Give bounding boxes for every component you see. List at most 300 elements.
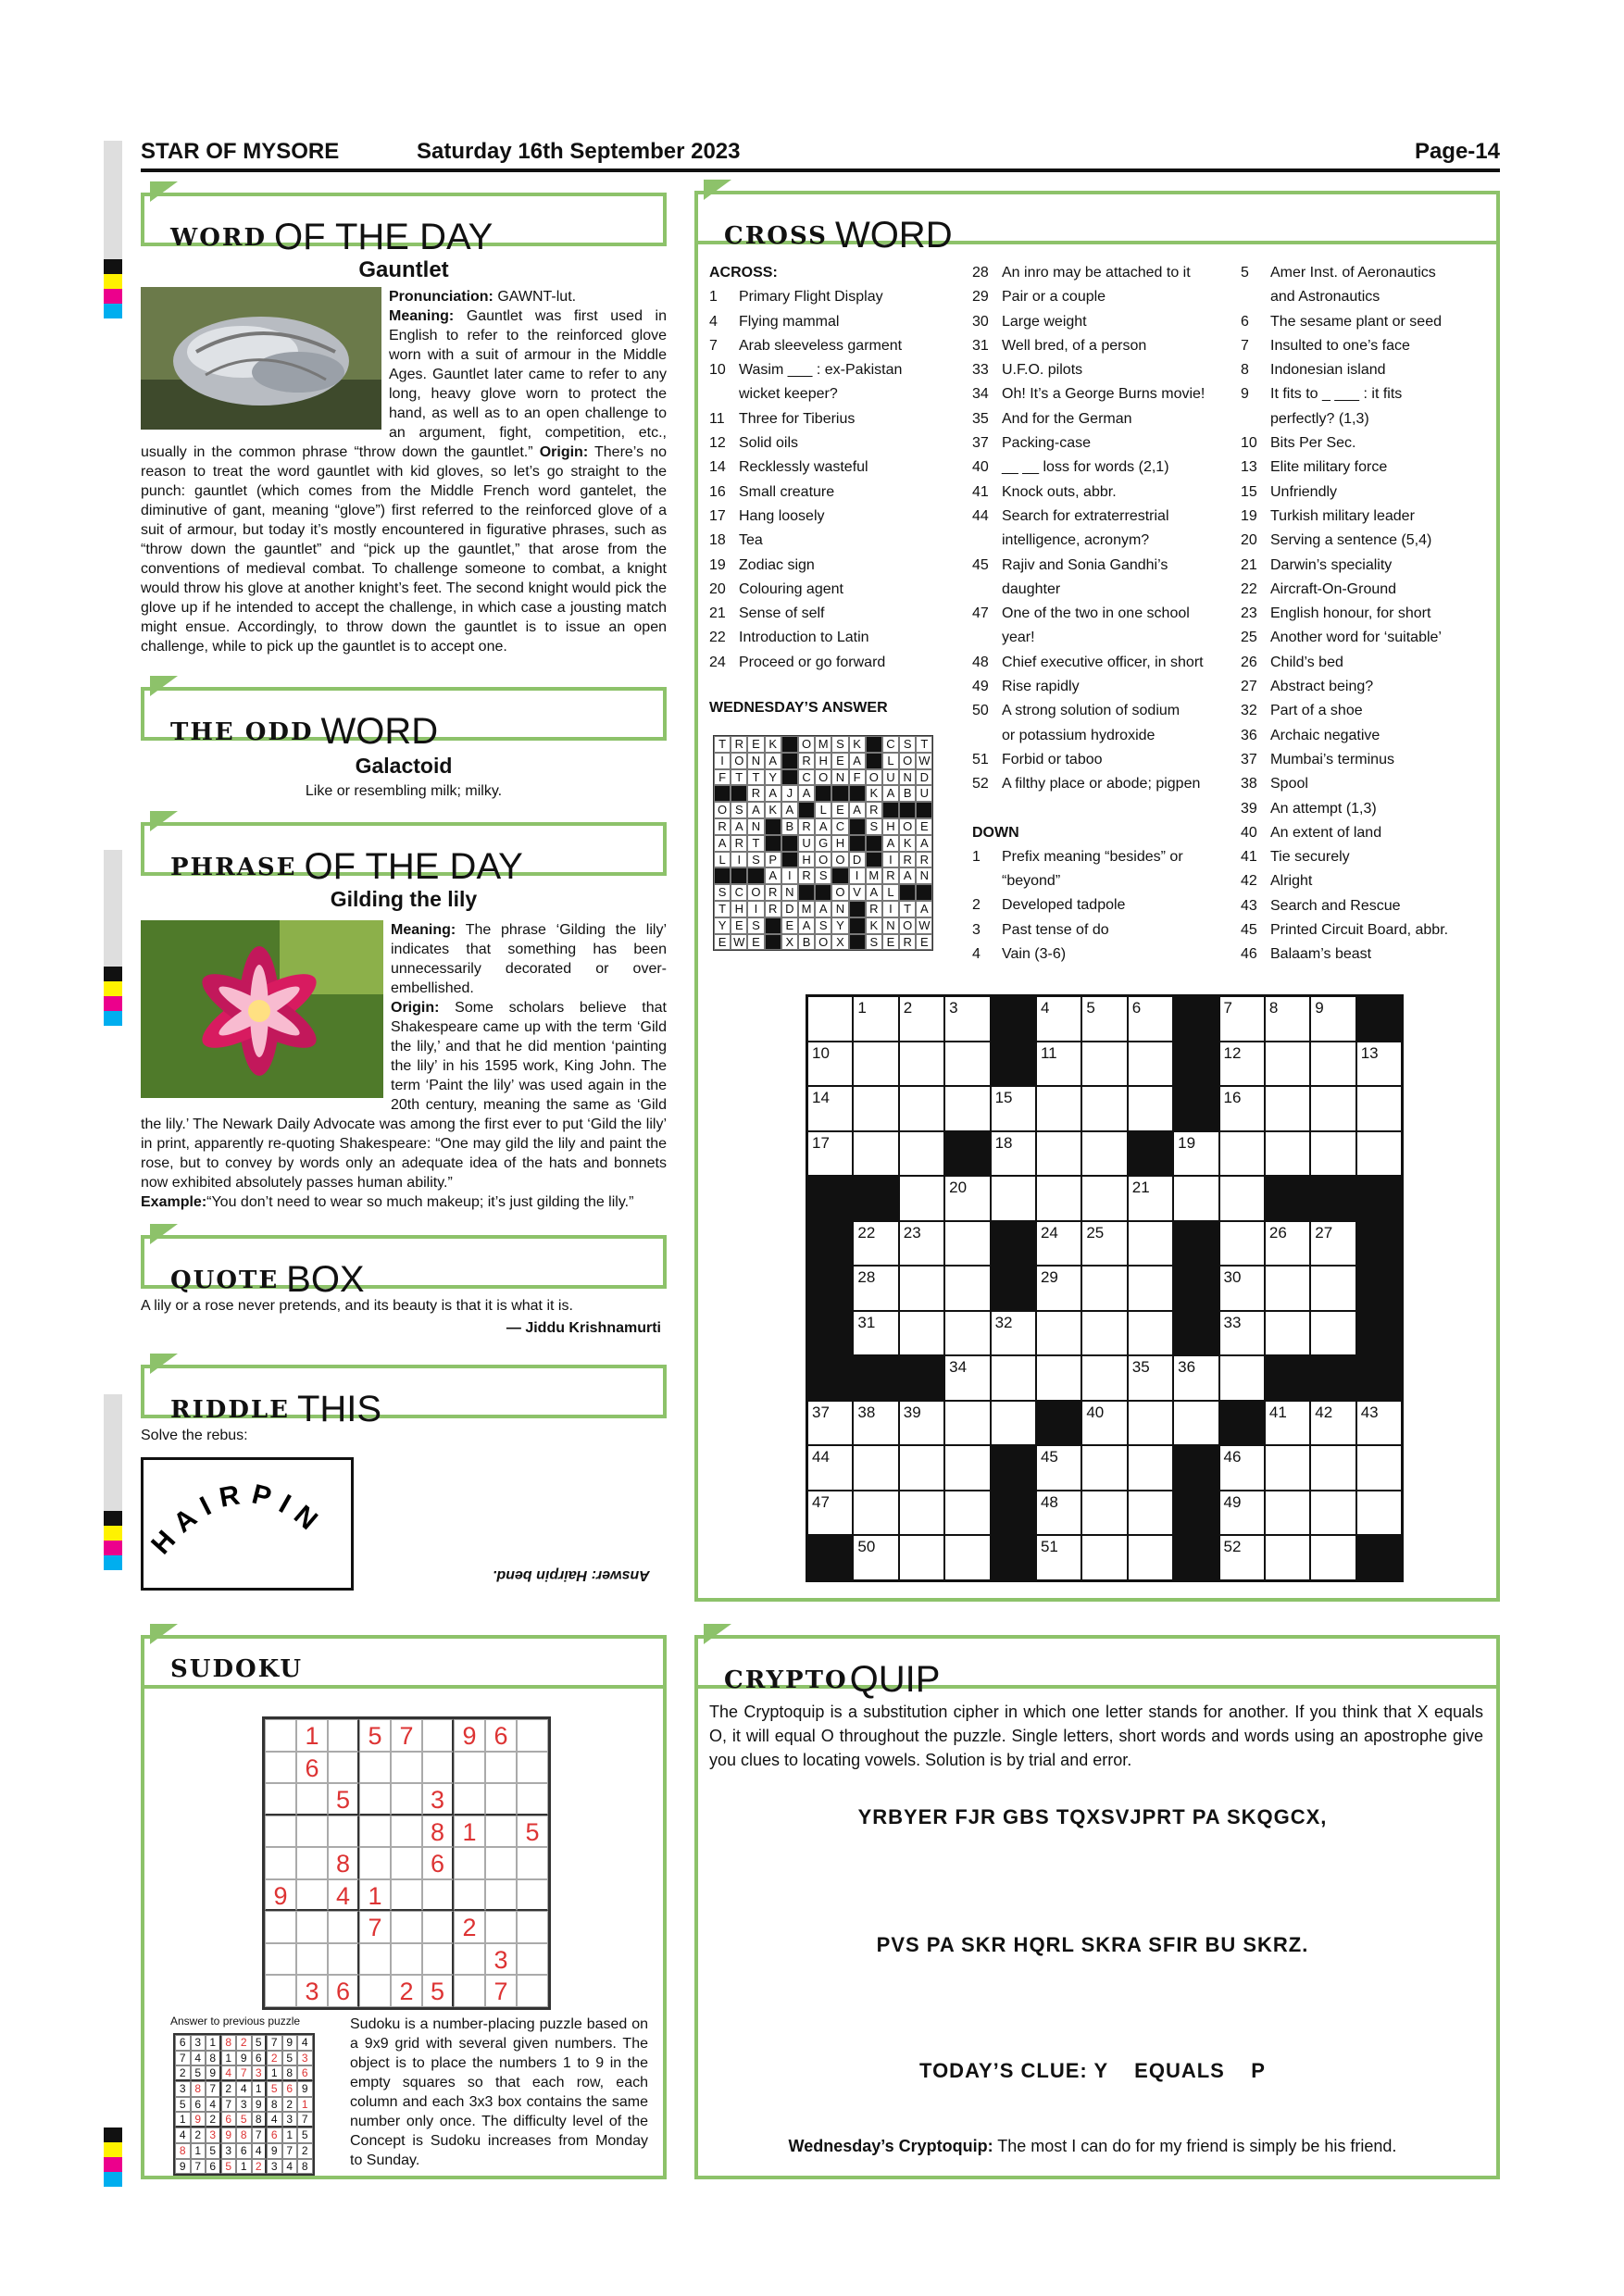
sudoku-cell[interactable]	[422, 1719, 454, 1752]
clue-item	[1241, 894, 1491, 918]
crossword-cell[interactable]	[1356, 1491, 1402, 1536]
crossword-cell[interactable]	[1310, 1311, 1355, 1356]
sudoku-cell[interactable]	[517, 1879, 548, 1912]
sudoku-cell[interactable]	[422, 1879, 454, 1912]
sudoku-cell[interactable]	[485, 1911, 517, 1943]
crossword-cell[interactable]	[991, 1131, 1036, 1177]
clue-item	[709, 480, 968, 505]
crossword-cell[interactable]	[1219, 1131, 1265, 1177]
previous-sudoku-cell: 5	[282, 2051, 298, 2066]
clue-text: Small creature	[739, 483, 835, 500]
black-square	[991, 1221, 1036, 1267]
sudoku-cell[interactable]	[296, 1816, 328, 1848]
crossword-cell[interactable]	[1081, 1491, 1127, 1536]
clue-text: Printed Circuit Board, abbr.	[1270, 922, 1449, 939]
crossword-cell[interactable]	[1265, 996, 1310, 1042]
crossword-cell[interactable]	[1219, 1266, 1265, 1311]
clue-item	[1241, 699, 1491, 723]
answer-cell: N	[831, 901, 848, 917]
sudoku-cell[interactable]	[359, 1847, 391, 1879]
sudoku-cell[interactable]	[517, 1975, 548, 2007]
black-square	[1356, 1535, 1402, 1580]
clue-number: 36	[1241, 727, 1257, 743]
cell-number: 18	[994, 1133, 1013, 1152]
crossword-cell[interactable]	[853, 1266, 898, 1311]
answer-cell	[866, 753, 882, 769]
answer-cell: M	[798, 901, 815, 917]
sudoku-cell[interactable]	[485, 1752, 517, 1784]
crossword-cell[interactable]	[1036, 1491, 1081, 1536]
crossword-cell[interactable]	[944, 1535, 990, 1580]
crossword-cell[interactable]	[1128, 1086, 1173, 1131]
sudoku-cell[interactable]	[391, 1943, 422, 1976]
crossword-cell[interactable]	[1173, 1355, 1218, 1401]
answer-cell: S	[831, 736, 848, 753]
crossword-cell[interactable]	[1265, 1445, 1310, 1491]
crossword-cell[interactable]	[1036, 1266, 1081, 1311]
crossword-cell[interactable]	[1219, 1445, 1265, 1491]
crossword-cell[interactable]	[1310, 1401, 1355, 1446]
sudoku-cell[interactable]	[517, 1719, 548, 1752]
answer-cell	[916, 884, 932, 901]
crossword-cell[interactable]	[1128, 1491, 1173, 1536]
clue-item	[972, 431, 1218, 455]
crossword-cell[interactable]	[1219, 1535, 1265, 1580]
crossword-cell[interactable]	[944, 1266, 990, 1311]
answer-cell	[765, 818, 781, 835]
answer-cell: Y	[831, 917, 848, 934]
clue-text: or potassium hydroxide	[1002, 727, 1156, 743]
clue-item	[709, 310, 968, 334]
sudoku-cell[interactable]	[485, 1879, 517, 1912]
crossword-cell[interactable]	[1219, 1176, 1265, 1221]
cell-number: 37	[812, 1403, 830, 1421]
crossword-cell[interactable]	[807, 1042, 853, 1087]
previous-sudoku-cell: 8	[191, 2081, 206, 2097]
clue-number: 32	[1241, 703, 1257, 719]
crossword-cell[interactable]	[1081, 1086, 1127, 1131]
crossword-cell[interactable]	[991, 1176, 1036, 1221]
crossword-cell[interactable]	[899, 1491, 944, 1536]
crossword-cell[interactable]	[991, 1401, 1036, 1446]
sudoku-cell[interactable]	[454, 1943, 485, 1976]
crossword-cell[interactable]	[899, 1445, 944, 1491]
black-square	[1356, 996, 1402, 1042]
crossword-cell[interactable]	[1265, 1131, 1310, 1177]
crossword-cell[interactable]	[1265, 1535, 1310, 1580]
crossword-cell[interactable]	[1219, 1355, 1265, 1401]
sudoku-cell[interactable]	[359, 1975, 391, 2007]
clue-number: 20	[709, 580, 726, 597]
clue-item	[972, 893, 1218, 917]
crossword-cell[interactable]	[1173, 1176, 1218, 1221]
sudoku-cell[interactable]	[454, 1879, 485, 1912]
sudoku-cell[interactable]	[265, 1847, 296, 1879]
crossword-cell[interactable]	[1310, 1131, 1355, 1177]
crossword-cell[interactable]	[853, 1445, 898, 1491]
answer-cell: U	[916, 785, 932, 802]
wednesday-answer-grid	[713, 735, 933, 951]
crossword-cell[interactable]	[853, 1491, 898, 1536]
clue-number: 29	[972, 289, 989, 306]
crossword-cell[interactable]	[1036, 1176, 1081, 1221]
sudoku-cell[interactable]	[328, 1943, 359, 1976]
cell-number: 7	[1223, 999, 1232, 1017]
sudoku-cell[interactable]	[296, 1943, 328, 1976]
clue-number: 22	[1241, 580, 1257, 597]
sudoku-cell: 5	[517, 1816, 548, 1848]
cell-number: 38	[857, 1403, 876, 1421]
clue-number: 27	[1241, 679, 1257, 695]
cryptoquip-line-1: YRBYER FJR GBS TQXSVJPRT PA SKQGCX,	[857, 1805, 1328, 1828]
sudoku-cell[interactable]	[359, 1783, 391, 1816]
crossword-cell[interactable]	[1310, 1266, 1355, 1311]
clue-item	[972, 455, 1218, 480]
crossword-cell[interactable]	[807, 1445, 853, 1491]
crossword-cell[interactable]	[1036, 1131, 1081, 1177]
crossword-cell[interactable]	[1081, 1445, 1127, 1491]
previous-sudoku-cell: 8	[206, 2051, 221, 2066]
answer-cell: H	[731, 901, 747, 917]
clue-item	[972, 480, 1218, 505]
crossword-cell[interactable]	[899, 1042, 944, 1087]
clue-text: Spool	[1270, 776, 1308, 792]
cell-number: 21	[1131, 1179, 1150, 1196]
clue-text: Indonesian island	[1270, 362, 1386, 379]
clue-item	[972, 310, 1218, 334]
clue-item	[1241, 431, 1491, 455]
crossword-cell[interactable]	[853, 1131, 898, 1177]
sudoku-cell[interactable]	[517, 1783, 548, 1816]
crossword-cell[interactable]	[1265, 1266, 1310, 1311]
cell-number: 16	[1223, 1089, 1242, 1106]
answer-cell: F	[714, 769, 731, 786]
crossword-cell[interactable]	[944, 1042, 990, 1087]
crossword-cell[interactable]	[1128, 1221, 1173, 1267]
answer-cell: I	[714, 753, 731, 769]
crossword-cell[interactable]	[1265, 1042, 1310, 1087]
sudoku-cell: 6	[296, 1752, 328, 1784]
answer-cell: R	[731, 736, 747, 753]
sudoku-cell[interactable]	[517, 1752, 548, 1784]
crossword-cell[interactable]	[944, 1086, 990, 1131]
crossword-cell[interactable]	[1081, 1266, 1127, 1311]
sudoku-cell[interactable]	[485, 1816, 517, 1848]
clue-item	[1241, 455, 1491, 480]
crossword-cell[interactable]	[899, 1266, 944, 1311]
previous-sudoku-cell: 2	[175, 2065, 191, 2081]
black-square	[1173, 1491, 1218, 1536]
crossword-cell[interactable]	[1310, 1445, 1355, 1491]
crossword-cell[interactable]	[1036, 1042, 1081, 1087]
clue-number: 31	[972, 337, 989, 354]
answer-cell: H	[798, 852, 815, 868]
crossword-cell[interactable]	[1219, 1042, 1265, 1087]
previous-sudoku-cell: 9	[282, 2035, 298, 2051]
crossword-cell[interactable]	[853, 1535, 898, 1580]
print-bar-magenta	[104, 2157, 122, 2172]
crossword-cell[interactable]	[944, 1355, 990, 1401]
sudoku-cell[interactable]	[391, 1816, 422, 1848]
crossword-cell[interactable]	[899, 1401, 944, 1446]
crossword-cell[interactable]	[1036, 1445, 1081, 1491]
crossword-cell[interactable]	[1265, 1311, 1310, 1356]
black-square	[1265, 1355, 1310, 1401]
sudoku-cell[interactable]	[296, 1783, 328, 1816]
previous-sudoku-cell: 9	[206, 2065, 221, 2081]
clue-item	[1241, 602, 1491, 626]
black-square	[1356, 1311, 1402, 1356]
crossword-cell[interactable]	[1310, 1535, 1355, 1580]
cell-number: 47	[812, 1492, 830, 1511]
crossword-cell[interactable]	[1265, 1401, 1310, 1446]
sudoku-cell[interactable]	[391, 1847, 422, 1879]
sudoku-cell[interactable]	[517, 1911, 548, 1943]
sudoku-cell[interactable]	[454, 1847, 485, 1879]
answer-cell: O	[866, 769, 882, 786]
crossword-cell[interactable]	[1219, 996, 1265, 1042]
answer-cell	[849, 785, 866, 802]
sudoku-cell[interactable]	[265, 1911, 296, 1943]
clue-text: __ __ loss for words (2,1)	[1002, 459, 1169, 476]
crossword-cell[interactable]	[1081, 1401, 1127, 1446]
clue-item	[972, 772, 1218, 796]
clue-number: 2	[972, 897, 981, 914]
crossword-cell[interactable]	[807, 1491, 853, 1536]
sudoku-cell[interactable]	[328, 1911, 359, 1943]
crossword-cell[interactable]	[1356, 1401, 1402, 1446]
answer-cell	[781, 769, 798, 786]
crossword-cell[interactable]	[1081, 1355, 1127, 1401]
answer-cell: R	[899, 934, 916, 951]
crossword-cell[interactable]	[1128, 1445, 1173, 1491]
sudoku-cell[interactable]	[454, 1752, 485, 1784]
crossword-cell[interactable]	[899, 1535, 944, 1580]
crossword-cell[interactable]	[944, 1176, 990, 1221]
sudoku-cell[interactable]	[265, 1943, 296, 1976]
crossword-cell[interactable]	[899, 1176, 944, 1221]
answer-cell: L	[714, 852, 731, 868]
crossword-cell[interactable]	[944, 1221, 990, 1267]
crossword-cell[interactable]	[991, 1355, 1036, 1401]
crossword-cell[interactable]	[1081, 1131, 1127, 1177]
answer-cell	[798, 884, 815, 901]
crossword-cell[interactable]	[1081, 1535, 1127, 1580]
previous-sudoku-cell: 1	[191, 2143, 206, 2159]
crossword-cell[interactable]	[1036, 1086, 1081, 1131]
sudoku-cell[interactable]	[391, 1783, 422, 1816]
crossword-cell[interactable]	[1310, 1042, 1355, 1087]
answer-cell: R	[798, 753, 815, 769]
clue-item	[972, 407, 1218, 431]
crossword-cell[interactable]	[1310, 1491, 1355, 1536]
crossword-cell[interactable]	[944, 1401, 990, 1446]
sudoku-cell[interactable]	[359, 1816, 391, 1848]
clue-number: 12	[709, 435, 726, 452]
crossword-cell[interactable]	[1265, 1491, 1310, 1536]
down-clues-col3	[1241, 261, 1491, 967]
crossword-cell[interactable]	[853, 1401, 898, 1446]
sudoku-cell[interactable]	[391, 1879, 422, 1912]
answer-cell: R	[798, 818, 815, 835]
answer-cell: A	[798, 785, 815, 802]
crossword-cell[interactable]	[1356, 1131, 1402, 1177]
crossword-cell[interactable]	[899, 996, 944, 1042]
cryptoquip-line-2: PVS PA SKR HQRL SKRA SFIR BU SKRZ.	[876, 1933, 1309, 1956]
crossword-cell[interactable]	[1128, 1401, 1173, 1446]
cell-number: 8	[1268, 999, 1279, 1017]
previous-sudoku-cell: 4	[175, 2128, 191, 2143]
crossword-cell[interactable]	[944, 996, 990, 1042]
crossword-cell[interactable]	[1128, 1535, 1173, 1580]
crossword-cell[interactable]	[1310, 1086, 1355, 1131]
crossword-cell[interactable]	[1356, 1042, 1402, 1087]
word-of-day-word: Gauntlet	[358, 257, 449, 282]
crossword-cell[interactable]	[1036, 1535, 1081, 1580]
previous-sudoku-cell: 9	[175, 2159, 191, 2175]
crossword-cell[interactable]	[853, 1311, 898, 1356]
sudoku-cell[interactable]	[328, 1719, 359, 1752]
crossword-cell[interactable]	[899, 1221, 944, 1267]
crossword-cell[interactable]	[853, 996, 898, 1042]
sudoku-cell[interactable]	[328, 1816, 359, 1848]
sudoku-cell[interactable]	[422, 1943, 454, 1976]
crossword-cell[interactable]	[1310, 1221, 1355, 1267]
sudoku-cell[interactable]	[265, 1752, 296, 1784]
sudoku-cell[interactable]	[485, 1847, 517, 1879]
crossword-cell[interactable]	[807, 996, 853, 1042]
clue-number: 3	[972, 921, 981, 938]
cell-number: 17	[812, 1133, 830, 1152]
previous-sudoku-cell: 2	[252, 2159, 268, 2175]
crossword-cell[interactable]	[1310, 996, 1355, 1042]
sudoku-cell[interactable]	[517, 1943, 548, 1976]
crossword-cell[interactable]	[899, 1311, 944, 1356]
sudoku-cell[interactable]	[359, 1943, 391, 1976]
sudoku-cell[interactable]	[265, 1783, 296, 1816]
crossword-cell[interactable]	[853, 1221, 898, 1267]
cell-number: 26	[1268, 1223, 1287, 1242]
clue-number: 7	[709, 337, 718, 354]
answer-cell: L	[815, 802, 831, 818]
crossword-cell[interactable]	[1128, 996, 1173, 1042]
crossword-cell[interactable]	[853, 1086, 898, 1131]
sudoku-cell[interactable]	[517, 1847, 548, 1879]
crossword-cell[interactable]	[1128, 1176, 1173, 1221]
answer-cell: O	[747, 884, 764, 901]
answer-cell: D	[781, 901, 798, 917]
crossword-cell[interactable]	[1219, 1086, 1265, 1131]
sudoku-cell[interactable]	[422, 1911, 454, 1943]
previous-sudoku-cell: 7	[267, 2035, 282, 2051]
crossword-cell[interactable]	[1128, 1266, 1173, 1311]
sudoku-cell[interactable]	[265, 1816, 296, 1848]
crossword-cell[interactable]	[899, 1086, 944, 1131]
previous-sudoku-cell: 3	[297, 2051, 313, 2066]
crossword-cell[interactable]	[1081, 1311, 1127, 1356]
previous-sudoku-cell: 7	[191, 2159, 206, 2175]
sudoku-cell[interactable]	[265, 1975, 296, 2007]
crossword-cell[interactable]	[853, 1042, 898, 1087]
crossword-cell[interactable]	[1081, 1221, 1127, 1267]
crossword-cell[interactable]	[1036, 1221, 1081, 1267]
clue-number: 6	[1241, 313, 1249, 330]
cell-number: 1	[857, 999, 867, 1017]
clue-number: 11	[709, 410, 725, 427]
sudoku-cell[interactable]	[454, 1975, 485, 2007]
sudoku-cell[interactable]	[265, 1719, 296, 1752]
clue-item	[709, 602, 968, 626]
crossword-cell[interactable]	[1128, 1311, 1173, 1356]
sudoku-cell[interactable]	[485, 1783, 517, 1816]
clue-number: 28	[972, 265, 989, 281]
clue-number: 18	[709, 532, 726, 549]
clue-item	[1241, 797, 1491, 821]
crossword-cell[interactable]	[1036, 1355, 1081, 1401]
crossword-cell[interactable]	[1128, 1355, 1173, 1401]
crossword-cell[interactable]	[944, 1491, 990, 1536]
answer-cell: O	[714, 802, 731, 818]
sudoku-cell[interactable]	[391, 1752, 422, 1784]
crossword-cell[interactable]	[991, 1311, 1036, 1356]
crossword-cell[interactable]	[807, 1131, 853, 1177]
crossword-cell[interactable]	[1219, 1491, 1265, 1536]
sudoku-cell[interactable]	[359, 1752, 391, 1784]
crossword-cell[interactable]	[944, 1311, 990, 1356]
crossword-cell[interactable]	[807, 1086, 853, 1131]
answer-cell: I	[731, 852, 747, 868]
crossword-cell[interactable]	[1081, 996, 1127, 1042]
crossword-cell[interactable]	[807, 1401, 853, 1446]
crossword-grid[interactable]	[806, 994, 1404, 1582]
sudoku-cell[interactable]	[454, 1783, 485, 1816]
clue-number: 4	[709, 313, 718, 330]
crossword-cell[interactable]	[944, 1445, 990, 1491]
crossword-cell[interactable]	[1081, 1042, 1127, 1087]
sudoku-cell: 6	[328, 1975, 359, 2007]
sudoku-cell[interactable]	[296, 1847, 328, 1879]
crossword-cell[interactable]	[1356, 1086, 1402, 1131]
previous-sudoku-cell: 1	[206, 2035, 221, 2051]
crossword-cell[interactable]	[1219, 1311, 1265, 1356]
crossword-cell[interactable]	[1173, 1131, 1218, 1177]
sudoku-cell[interactable]	[422, 1752, 454, 1784]
sudoku-cell[interactable]	[328, 1752, 359, 1784]
crossword-cell[interactable]	[1036, 996, 1081, 1042]
clue-number: 4	[972, 946, 981, 963]
clue-item	[709, 285, 968, 309]
crossword-cell[interactable]	[1356, 1445, 1402, 1491]
crossword-cell[interactable]	[1173, 1401, 1218, 1446]
clue-item	[1241, 675, 1491, 699]
crossword-cell[interactable]	[899, 1131, 944, 1177]
crossword-cell[interactable]	[1036, 1311, 1081, 1356]
crossword-cell[interactable]	[991, 1086, 1036, 1131]
crossword-cell[interactable]	[1219, 1221, 1265, 1267]
sudoku-cell[interactable]	[296, 1911, 328, 1943]
crossword-cell[interactable]	[1265, 1221, 1310, 1267]
answer-cell	[731, 785, 747, 802]
sudoku-grid[interactable]	[262, 1716, 551, 2010]
sudoku-cell[interactable]	[296, 1879, 328, 1912]
answer-cell: I	[849, 867, 866, 884]
crossword-cell[interactable]	[1265, 1086, 1310, 1131]
answer-cell: M	[815, 736, 831, 753]
crossword-cell[interactable]	[1081, 1176, 1127, 1221]
sudoku-cell[interactable]	[391, 1911, 422, 1943]
print-bar-black	[104, 259, 122, 274]
crossword-cell[interactable]	[1128, 1042, 1173, 1087]
